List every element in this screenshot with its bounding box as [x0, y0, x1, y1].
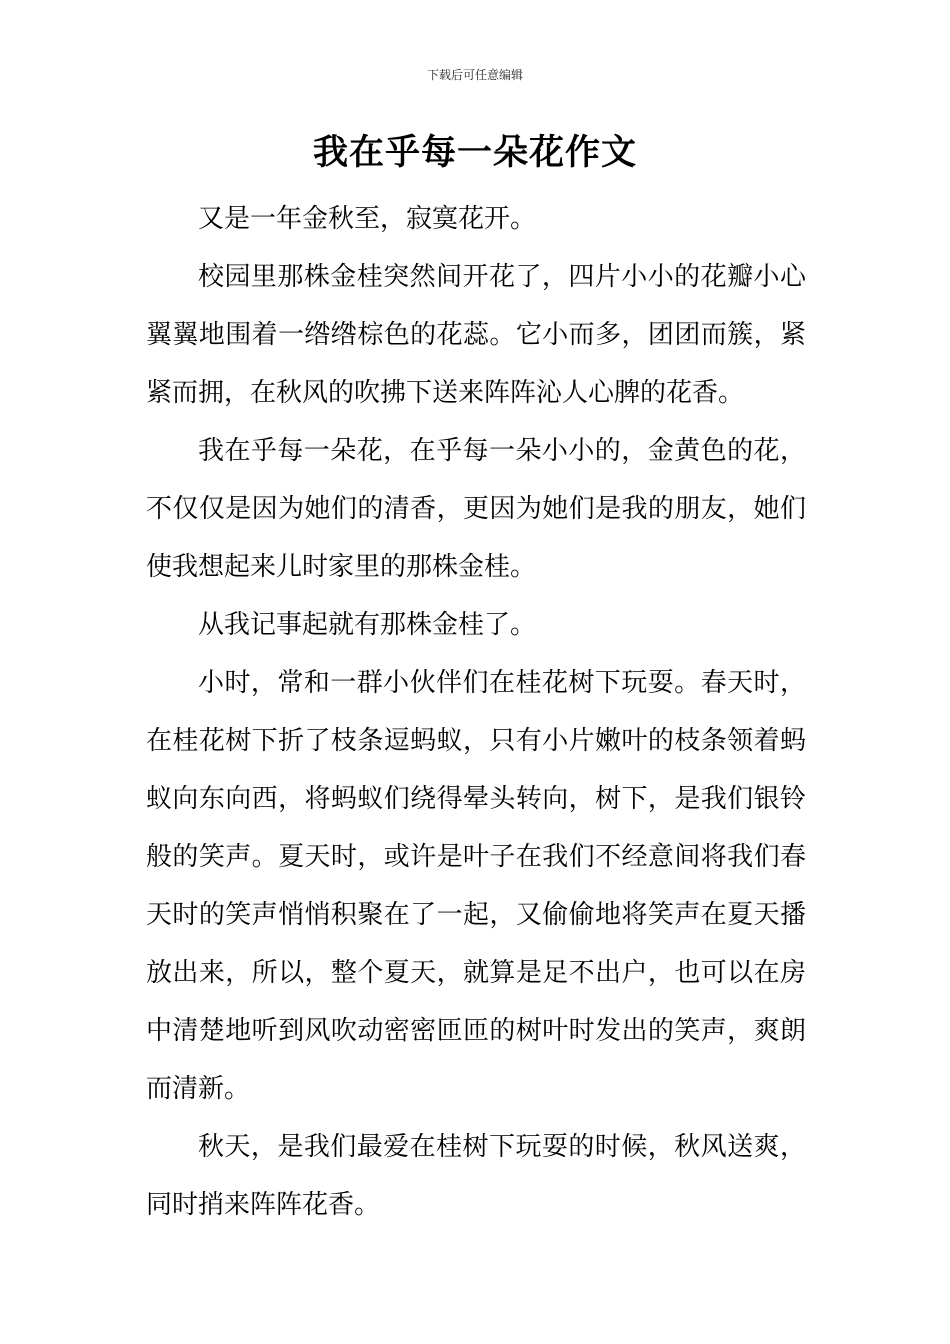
paragraph: 小时，常和一群小伙伴们在桂花树下玩耍。春天时，在桂花树下折了枝条逗蚂蚁，只有小片嫩叶的枝条领着蚂蚁向东向西，将蚂蚁们绕得晕头转向，树下，是我们银铃般的笑声。夏天时，或许是叶子在我们不经意间将我们春天时的笑声悄悄积聚在了一起，又偷偷地将笑声在夏天播放出来，所以，整个夏天，就算是足不出户，也可以在房中清楚地听到风吹动密密匝匝的树叶时发出的笑声，爽朗而清新。 — [146, 668, 806, 1104]
paragraph: 又是一年金秋至，寂寞花开。 — [198, 204, 537, 234]
paragraph: 秋天，是我们最爱在桂树下玩耍的时候，秋风送爽，同时捎来阵阵花香。 — [146, 1132, 806, 1220]
document-body — [146, 190, 806, 1234]
header-note: 下载后可任意编辑 — [426, 68, 523, 82]
document-title: 我在乎每一朵花作文 — [312, 133, 637, 173]
paragraph: 从我记事起就有那株金桂了。 — [198, 610, 537, 640]
paragraph: 我在乎每一朵花，在乎每一朵小小的，金黄色的花，不仅仅是因为她们的清香，更因为她们是我的朋友，她们使我想起来儿时家里的那株金桂。 — [146, 436, 806, 582]
paragraph: 校园里那株金桂突然间开花了，四片小小的花瓣小心翼翼地围着一绺绺棕色的花蕊。它小而多，团团而簇，紧紧而拥，在秋风的吹拂下送来阵阵沁人心脾的花香。 — [146, 262, 806, 408]
